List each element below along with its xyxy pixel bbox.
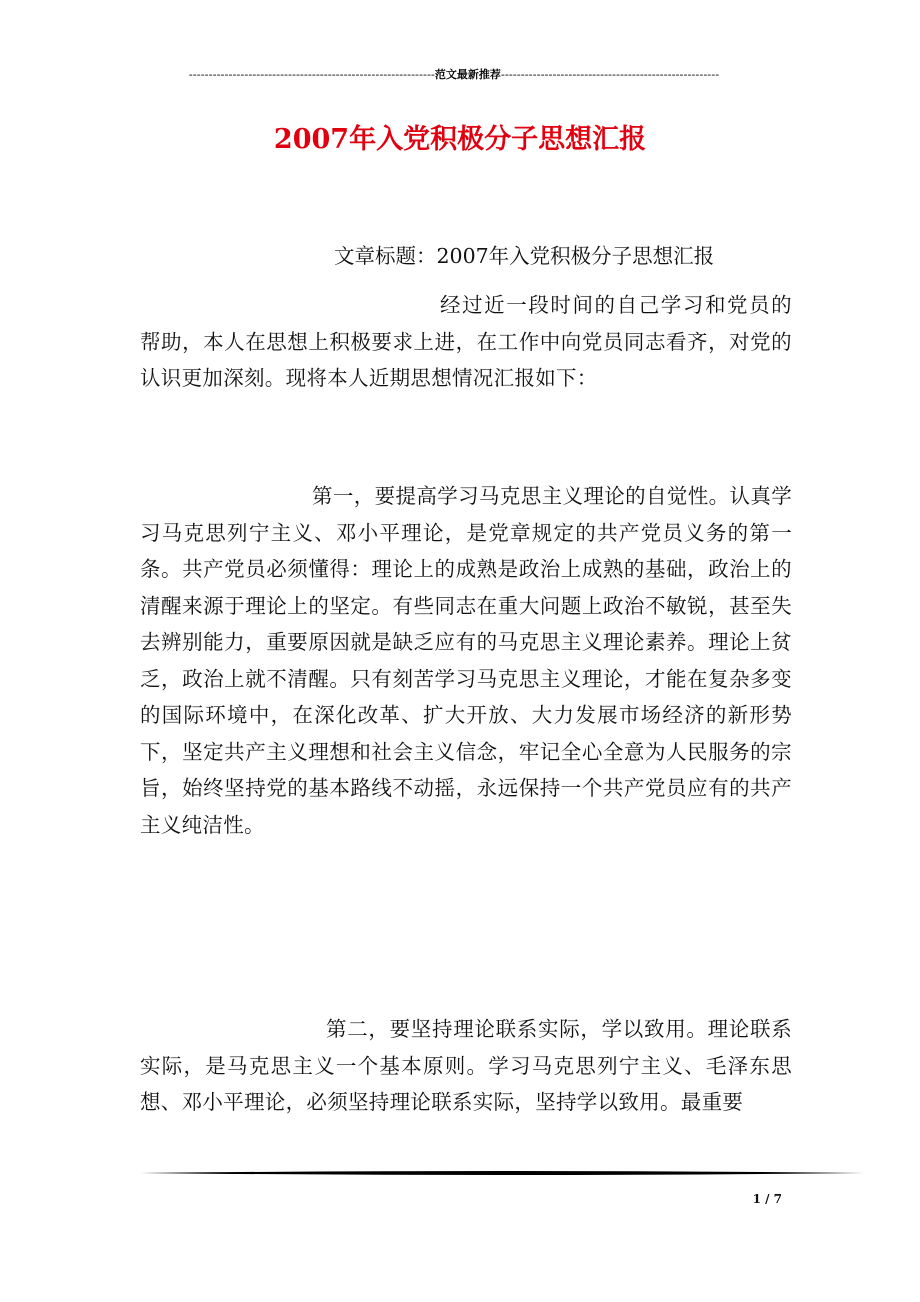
footer-rule <box>140 1170 864 1176</box>
paragraph-2: 第二，要坚持理论联系实际，学以致用。理论联系实际，是马克思主义一个基本原则。学习马克思列宁主义、毛泽东思想、邓小平理论，必须坚持理论联系实际，坚持学以致用。最重要 <box>140 1017 792 1114</box>
header-label: 范文最新推荐 <box>434 68 501 81</box>
paragraph-1: 第一，要提高学习马克思主义理论的自觉性。认真学习马克思列宁主义、邓小平理论，是党章规定的共产党员义务的第一条。共产党员必须懂得：理论上的成熟是政治上成熟的基础，政治上的清醒来源于理论上的坚定。有些同志在重大问题上政治不敏锐，甚至失去辨别能力，重要原因就是缺乏应有的马克思主义理论素养。理论上贫乏，政治上就不清醒。只有刻苦学习马克思主义理论，才能在复杂多变的国际环境中，在深化改革、扩大开放、大力发展市场经济的新形势下，坚定共产主义理想和社会主义信念，牢记全心全意为人民服务的宗旨，始终坚持党的基本路线不动摇，永远保持一个共产党员应有的共产主义纯洁性。 <box>140 484 792 837</box>
article-title-line: 文章标题：2007年入党积极分子思想汇报 <box>334 244 715 268</box>
header-dashes-right: ------------------------------------------------------- <box>500 68 720 81</box>
header-dashes-left: -------------------------------------------------------------- <box>188 68 435 81</box>
intro-paragraph: 经过近一段时间的自己学习和党员的帮助，本人在思想上积极要求上进，在工作中向党员同志看齐，对党的认识更加深刻。现将本人近期思想情况汇报如下： <box>140 293 792 390</box>
page-number: 1 / 7 <box>752 1192 782 1206</box>
document-title: 2007年入党积极分子思想汇报 <box>273 124 647 155</box>
page-header <box>140 68 768 82</box>
